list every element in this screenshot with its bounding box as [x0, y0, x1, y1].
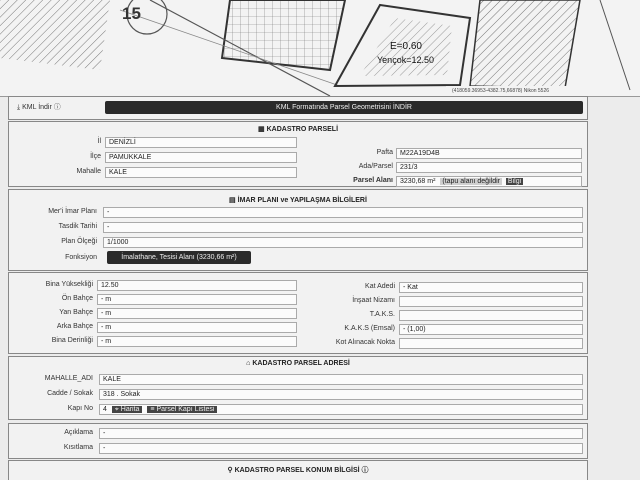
kisitlama-value: - — [99, 443, 583, 454]
arka-bahce-label: Arka Bahçe — [56, 323, 93, 330]
aciklama-section — [8, 423, 588, 459]
kot-label: Kot Alınacak Nokta — [335, 339, 395, 346]
building-icon: ▤ — [229, 197, 236, 204]
parcel-map[interactable] — [0, 0, 640, 97]
kapi-no-field — [99, 404, 583, 415]
mahalle-value: KALE — [105, 167, 297, 178]
mahalle-adi-label: MAHALLE_ADI — [44, 375, 93, 382]
ada-parsel-value: 231/3 — [396, 162, 582, 173]
konum-header: ⚲ KADASTRO PARSEL KONUM BİLGİSİ ⓘ — [227, 467, 369, 474]
il-label: İl — [97, 138, 101, 145]
harita-button[interactable]: ⌖ Harita — [112, 406, 143, 413]
home-icon: ⌂ — [246, 360, 251, 367]
tasdik-label: Tasdik Tarihi — [58, 223, 97, 230]
imar-section — [8, 189, 588, 271]
parsel-alani-label: Parsel Alanı — [353, 177, 393, 184]
parsel-alani-value: 3230,68 m² — [400, 178, 436, 185]
map-parcel-number: 15 — [122, 4, 141, 23]
aciklama-value: - — [99, 428, 583, 439]
kaks-value: - (1,00) — [399, 324, 583, 335]
parsel-alani-note: (tapu alanı değildir — [442, 178, 500, 185]
konum-section — [8, 460, 588, 480]
adres-section — [8, 356, 588, 420]
mer-imar-label: Mer'i İmar Planı — [48, 208, 97, 215]
arka-bahce-value: - m — [97, 322, 297, 333]
plan-olcegi-label: Plan Ölçeği — [61, 238, 97, 245]
kapi-no-value: 4 — [103, 406, 107, 413]
yan-bahce-value: - m — [97, 308, 297, 319]
map-e-value: E=0.60 — [390, 41, 422, 52]
fonksiyon-badge[interactable]: İmalathane, Tesisi Alanı (3230,66 m²) — [107, 251, 251, 264]
cadde-sokak-value: 318 . Sokak — [99, 389, 583, 400]
kat-adedi-label: Kat Adedi — [365, 283, 395, 290]
aciklama-label: Açıklama — [64, 429, 93, 436]
taks-value — [399, 310, 583, 321]
kml-download-button[interactable]: KML Formatında Parsel Geometrisini İNDİR — [105, 101, 583, 114]
kadastro-parseli-section — [8, 121, 588, 187]
kadastro-parseli-header: ▦ KADASTRO PARSELİ — [257, 126, 339, 133]
yan-bahce-label: Yan Bahçe — [59, 309, 93, 316]
kml-label: ⤓ KML İndir ⓘ — [17, 104, 61, 111]
bina-derinligi-label: Bina Derinliği — [51, 337, 93, 344]
parsel-kapi-listesi-button[interactable]: ≡ Parsel Kapı Listesi — [147, 406, 217, 413]
mahalle-adi-value: KALE — [99, 374, 583, 385]
ada-parsel-label: Ada/Parsel — [358, 163, 393, 170]
imar-header: ▤ İMAR PLANI ve YAPILAŞMA BİLGİLERİ — [229, 197, 367, 204]
insaat-nizami-label: İnşaat Nizamı — [352, 297, 395, 304]
info-icon: ⓘ — [53, 104, 61, 111]
bina-yuksekligi-label: Bina Yüksekliği — [45, 281, 93, 288]
kat-adedi-value: - Kat — [399, 282, 583, 293]
yapi-section — [8, 272, 588, 354]
bilgi-button[interactable]: Bilgi — [507, 178, 522, 185]
map-yencok-value: Yençok=12.50 — [377, 55, 434, 65]
cadde-sokak-label: Cadde / Sokak — [47, 390, 93, 397]
taks-label: T.A.K.S. — [369, 311, 395, 318]
map-icon: ▦ — [257, 126, 265, 133]
bina-derinligi-value: - m — [97, 336, 297, 347]
adres-header: ⌂ KADASTRO PARSEL ADRESİ — [246, 360, 350, 367]
download-icon: ⤓ — [17, 104, 21, 111]
location-pin-icon: ⚲ — [227, 467, 233, 474]
fonksiyon-label: Fonksiyon — [65, 254, 97, 261]
plan-olcegi-value: 1/1000 — [103, 237, 583, 248]
ilce-value: PAMUKKALE — [105, 152, 297, 163]
map-drawing — [0, 0, 640, 96]
map-coordinate-readout: (418059.36953-4382.75,66878) Nikon 5526 — [452, 88, 550, 94]
kot-value — [399, 338, 583, 349]
info-icon: ⓘ — [361, 467, 369, 474]
parsel-alani-field — [396, 176, 582, 187]
il-value: DENİZLİ — [105, 137, 297, 148]
on-bahce-value: - m — [97, 294, 297, 305]
kaks-label: K.A.K.S (Emsal) — [344, 325, 395, 332]
pafta-value: M22A19D4B — [396, 148, 582, 159]
pafta-label: Pafta — [376, 149, 393, 156]
kml-section — [8, 96, 588, 120]
tasdik-value: - — [103, 222, 583, 233]
insaat-nizami-value — [399, 296, 583, 307]
list-icon: ≡ — [150, 406, 155, 413]
on-bahce-label: Ön Bahçe — [61, 295, 93, 302]
kisitlama-label: Kısıtlama — [63, 444, 93, 451]
mahalle-label: Mahalle — [76, 168, 101, 175]
bina-yuksekligi-value: 12.50 — [97, 280, 297, 291]
ilce-label: İlçe — [90, 153, 101, 160]
mer-imar-value: - — [103, 207, 583, 218]
kapi-no-label: Kapı No — [67, 405, 93, 412]
map-pin-icon: ⌖ — [114, 406, 119, 413]
